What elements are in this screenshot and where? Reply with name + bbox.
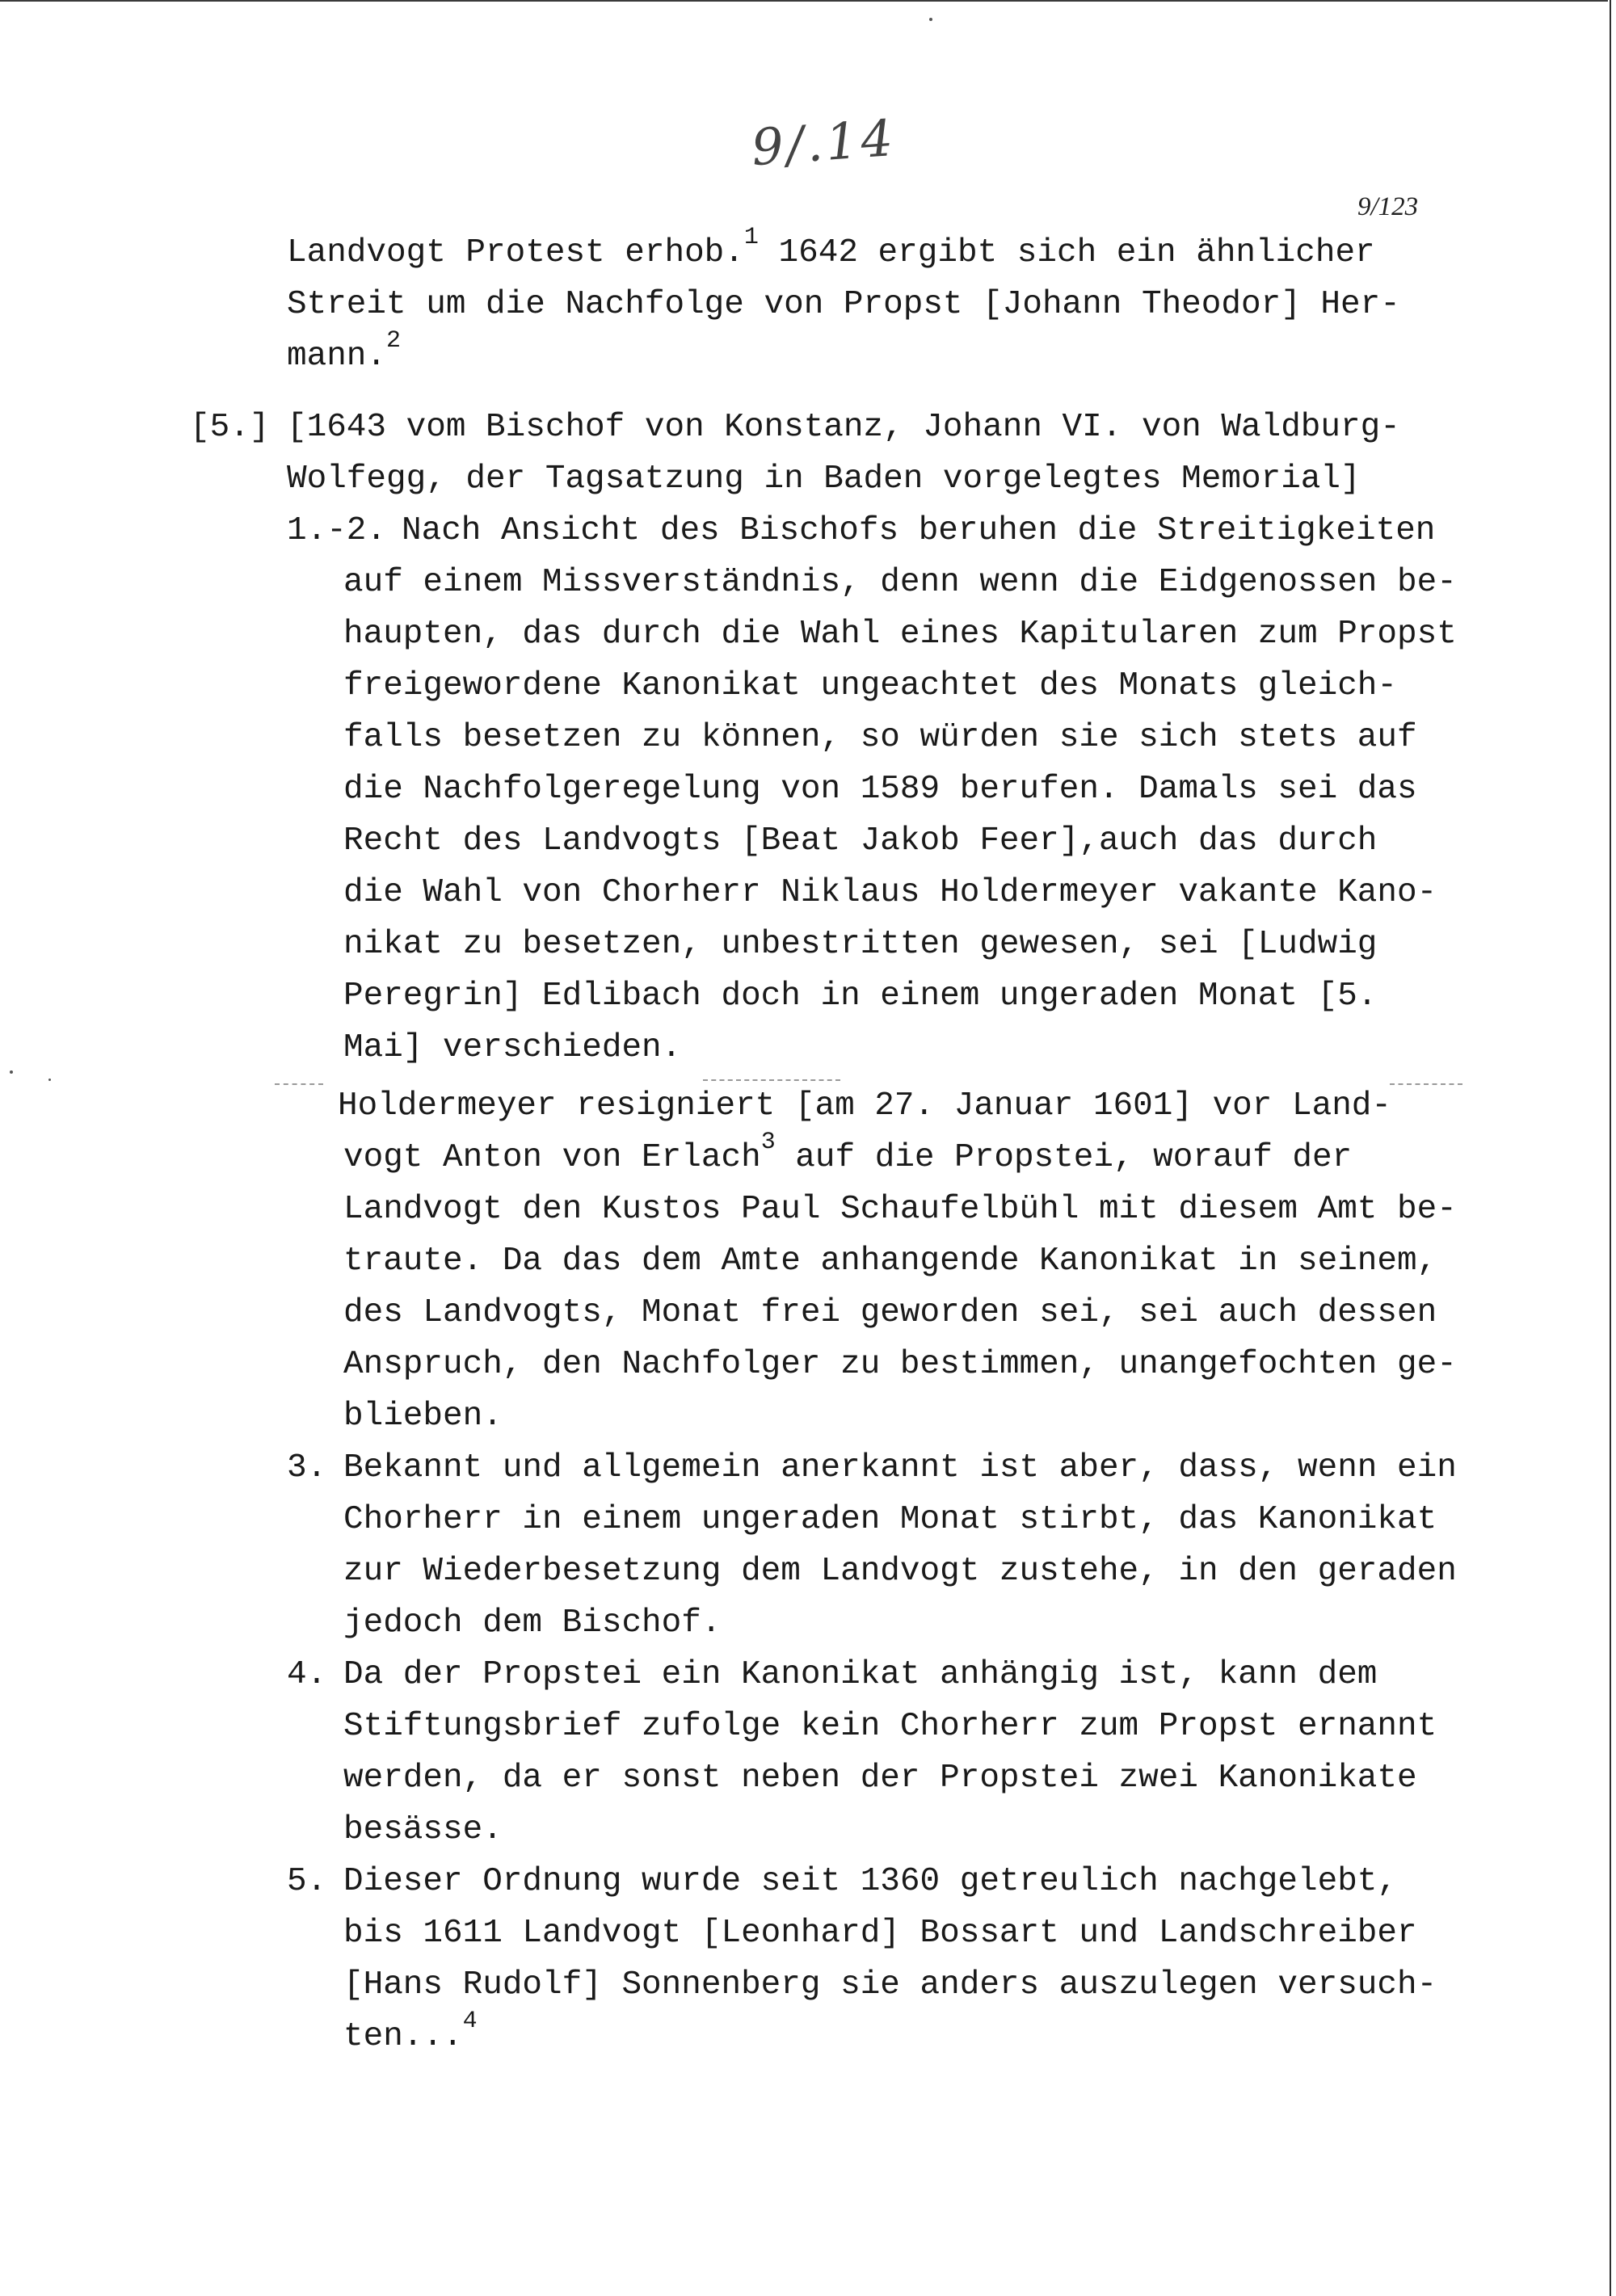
text-line: zur Wiederbesetzung dem Landvogt zustehe, in den geraden bbox=[343, 1553, 1457, 1590]
text-line: Streit um die Nachfolge von Propst [Johann Theodor] Her- bbox=[287, 286, 1400, 323]
text-line: Mai] verschieden. bbox=[343, 1029, 682, 1066]
text-line: ten...$^4$ bbox=[343, 2008, 478, 2055]
text-line: Nach Ansicht des Bischofs beruhen die Streitigkeiten bbox=[402, 512, 1436, 549]
handwritten-archive-mark: 9/.14 bbox=[749, 107, 898, 178]
text-line: Dieser Ordnung wurde seit 1360 getreulich nachgelebt, bbox=[343, 1863, 1398, 1900]
text-line: auf einem Missverständnis, denn wenn die Eidgenossen be- bbox=[343, 564, 1457, 601]
text-line: Holdermeyer resigniert [am 27. Januar 1601] vor Land- bbox=[338, 1087, 1392, 1125]
text-line: freigewordene Kanonikat ungeachtet des Monats gleich- bbox=[343, 667, 1398, 704]
text-line: die Wahl von Chorherr Niklaus Holdermeyer vakante Kano- bbox=[343, 874, 1437, 911]
section-number: [5.] bbox=[190, 409, 270, 446]
section-title-line: Wolfegg, der Tagsatzung in Baden vorgelegtes Memorial] bbox=[287, 460, 1361, 498]
scan-speck bbox=[48, 1079, 51, 1081]
item-number: 5. bbox=[287, 1863, 327, 1900]
text-line: Stiftungsbrief zufolge kein Chorherr zum Propst ernannt bbox=[343, 1708, 1437, 1745]
text-line: Recht des Landvogts [Beat Jakob Feer],auch das durch bbox=[343, 822, 1378, 860]
item-number: 4. bbox=[287, 1656, 327, 1693]
text-line: besässe. bbox=[343, 1811, 503, 1848]
text-line: nikat zu besetzen, unbestritten gewesen, sei [Ludwig bbox=[343, 926, 1378, 963]
footnote-marker: 4 bbox=[462, 2008, 478, 2035]
text-line: Da der Propstei ein Kanonikat anhängig ist, kann dem bbox=[343, 1656, 1378, 1693]
text-line: Landvogt Protest erhob.$^1$ 1642 ergibt sich ein ähnlicher bbox=[287, 224, 1375, 271]
scan-edge-top bbox=[0, 0, 1608, 2]
item-number: 1.-2. bbox=[287, 512, 387, 549]
text-line: Chorherr in einem ungeraden Monat stirbt, das Kanonikat bbox=[343, 1501, 1437, 1538]
footnote-marker: 1 bbox=[743, 224, 759, 251]
scan-speck bbox=[929, 18, 932, 21]
paste-edge-artifact bbox=[275, 1083, 323, 1085]
text-line: Bekannt und allgemein anerkannt ist aber, dass, wenn ein bbox=[343, 1449, 1457, 1487]
text-line: des Landvogts, Monat frei geworden sei, sei auch dessen bbox=[343, 1294, 1437, 1331]
page-reference: 9/123 bbox=[1357, 192, 1419, 221]
section-title-line: [1643 vom Bischof von Konstanz, Johann VI. von Waldburg- bbox=[287, 409, 1400, 446]
text-line: falls besetzen zu können, so würden sie sich stets auf bbox=[343, 719, 1417, 756]
text-line: Peregrin] Edlibach doch in einem ungeraden Monat [5. bbox=[343, 978, 1378, 1015]
paste-edge-artifact bbox=[703, 1079, 840, 1081]
paste-edge-artifact bbox=[1390, 1083, 1462, 1085]
text-line: die Nachfolgeregelung von 1589 berufen. Damals sei das bbox=[343, 771, 1417, 808]
text-line: werden, da er sonst neben der Propstei zwei Kanonikate bbox=[343, 1760, 1417, 1797]
text-line: mann.$^2$ bbox=[287, 327, 402, 375]
text-line: haupten, das durch die Wahl eines Kapitularen zum Propst bbox=[343, 616, 1457, 653]
text-line: vogt Anton von Erlach$^3$ auf die Propstei, worauf der bbox=[343, 1129, 1353, 1176]
text-line: Anspruch, den Nachfolger zu bestimmen, unangefochten ge- bbox=[343, 1346, 1457, 1383]
scan-edge-right bbox=[1610, 0, 1611, 2296]
text-line: Landvogt den Kustos Paul Schaufelbühl mit diesem Amt be- bbox=[343, 1191, 1457, 1228]
text-line: traute. Da das dem Amte anhangende Kanonikat in seinem, bbox=[343, 1243, 1437, 1280]
text-line: [Hans Rudolf] Sonnenberg sie anders auszulegen versuch- bbox=[343, 1966, 1437, 2004]
item-number: 3. bbox=[287, 1449, 327, 1487]
footnote-marker: 3 bbox=[760, 1129, 776, 1156]
footnote-marker: 2 bbox=[386, 327, 402, 355]
text-line: bis 1611 Landvogt [Leonhard] Bossart und Landschreiber bbox=[343, 1915, 1417, 1952]
scan-speck bbox=[10, 1070, 13, 1074]
text-line: blieben. bbox=[343, 1398, 503, 1435]
text-line: jedoch dem Bischof. bbox=[343, 1604, 722, 1642]
